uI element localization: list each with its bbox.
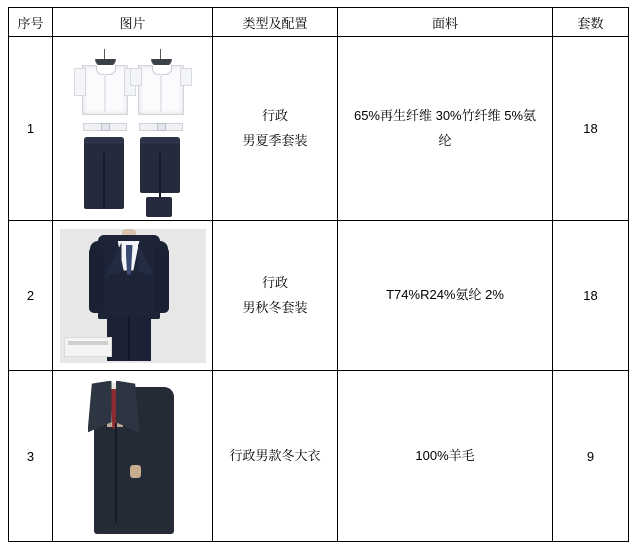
hanger-icon (104, 49, 105, 61)
column-header-image: 图片 (53, 8, 213, 37)
sleeve-left (130, 68, 142, 86)
row-image-cell (53, 37, 213, 221)
winter-coat-illustration (53, 379, 212, 534)
belt-icon (83, 123, 127, 131)
summer-suit-illustration (53, 45, 212, 213)
row-fabric-cell (338, 37, 553, 221)
column-header-qty: 套数 (553, 8, 629, 37)
shirt-long-sleeve (82, 65, 128, 115)
table-row (9, 37, 629, 221)
coat-front-seam (115, 423, 117, 523)
trousers-left (84, 137, 124, 209)
document-page (0, 7, 639, 551)
row-qty-cell: 9 (553, 371, 629, 542)
type-line-1: 行政 (261, 274, 288, 290)
row-qty-cell: 18 (553, 37, 629, 221)
shirt-short-sleeve (138, 65, 184, 115)
suit-sleeve-left (89, 247, 104, 313)
column-header-type: 类型及配置 (213, 8, 338, 37)
suit-photo-scene (60, 229, 206, 363)
row-no-cell: 2 (9, 221, 53, 371)
row-no-cell: 1 (9, 37, 53, 221)
row-image-cell (53, 221, 213, 371)
uniform-spec-table (8, 7, 629, 542)
trousers-right (140, 137, 180, 193)
folded-garment (146, 197, 172, 217)
fabric-text: 65%再生纤维 30%竹纤维 5%氨纶 (353, 107, 537, 148)
coat-photo-scene (74, 379, 192, 534)
belt-icon (139, 123, 183, 131)
autumn-winter-suit-illustration (53, 229, 212, 363)
sleeve-left (74, 68, 86, 96)
column-header-no: 序号 (9, 8, 53, 37)
type-line-1: 行政男款冬大衣 (229, 447, 321, 463)
table-header-row (9, 8, 629, 37)
sleeve-right (180, 68, 192, 86)
row-fabric-cell (338, 371, 553, 542)
row-type-cell (213, 221, 338, 371)
fabric-text: 100%羊毛 (415, 447, 475, 463)
row-fabric-cell (338, 221, 553, 371)
column-header-fabric: 面料 (338, 8, 553, 37)
table-header (9, 8, 629, 37)
type-line-2: 男夏季套装 (242, 132, 308, 148)
table-body (9, 37, 629, 542)
row-type-cell (213, 37, 338, 221)
suit-sleeve-right (154, 247, 169, 313)
row-image-cell (53, 371, 213, 542)
hanger-icon (160, 49, 161, 61)
row-qty-cell: 18 (553, 221, 629, 371)
row-no-cell: 3 (9, 371, 53, 542)
row-type-cell (213, 371, 338, 542)
suit-trousers (107, 317, 151, 361)
shirts-flatlay-scene (70, 45, 196, 213)
fabric-swatch (64, 337, 112, 357)
type-line-2: 男秋冬套装 (242, 299, 308, 315)
table-row (9, 221, 629, 371)
type-line-1: 行政 (261, 107, 288, 123)
fabric-text: T74%R24%氨纶 2% (386, 287, 504, 303)
hand (130, 465, 141, 478)
table-row (9, 371, 629, 542)
